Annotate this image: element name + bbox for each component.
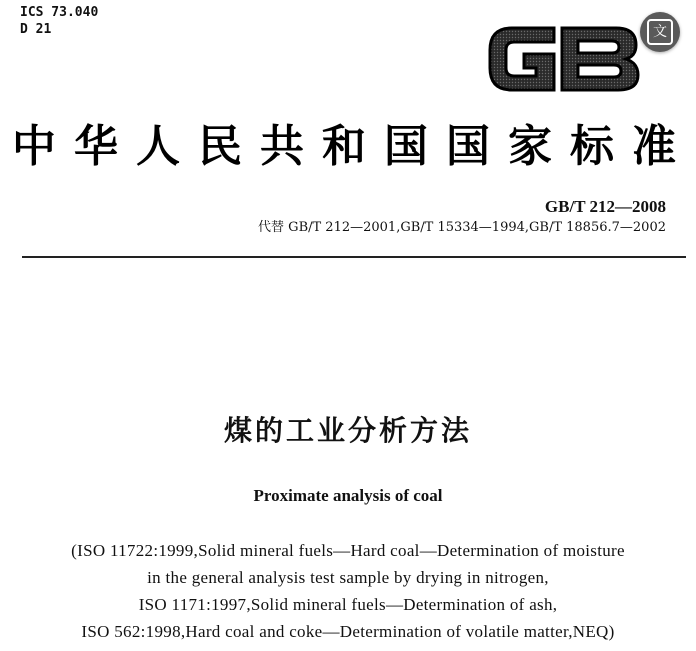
national-standard-title: 中华人民共和国国家标准 xyxy=(12,121,694,172)
translate-icon: 文 xyxy=(647,19,673,45)
standard-number: GB/T 212—2008 xyxy=(544,197,666,216)
document-title-cn: 煤的工业分析方法 xyxy=(223,414,472,447)
adoption-line: ISO 1171:1997,Solid mineral fuels—Determination of ash, xyxy=(138,595,558,614)
header-divider xyxy=(22,256,686,258)
document-title-en: Proximate analysis of coal xyxy=(253,486,443,505)
replaces-standards: 代替 GB/T 212—2001,GB/T 15334—1994,GB/T 18856.7—2002 xyxy=(258,220,666,235)
gb-logo xyxy=(484,18,642,100)
ics-code: ICS 73.040 xyxy=(20,5,99,20)
ccs-code: D 21 xyxy=(20,22,52,37)
adoption-line: in the general analysis test sample by drying in nitrogen, xyxy=(147,568,549,587)
adoption-line: (ISO 11722:1999,Solid mineral fuels—Hard coal—Determination of moisture xyxy=(71,541,625,560)
translate-button[interactable] xyxy=(640,12,680,52)
adoption-line: ISO 562:1998,Hard coal and coke—Determination of volatile matter,NEQ) xyxy=(81,622,615,641)
